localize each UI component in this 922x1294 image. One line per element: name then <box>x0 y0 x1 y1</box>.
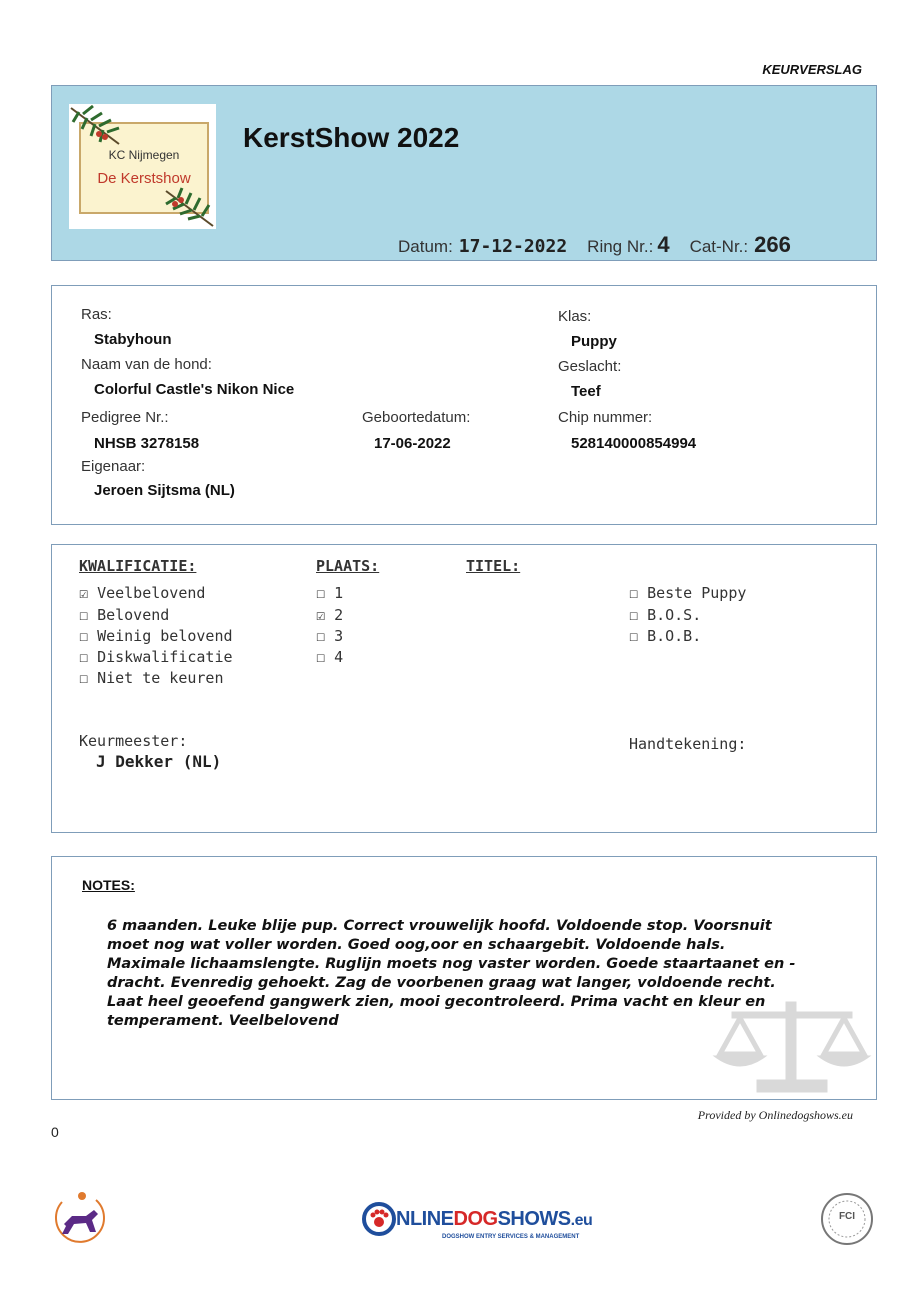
dog-name-label: Naam van de hond: <box>81 356 212 373</box>
page-number: 0 <box>51 1124 59 1140</box>
qualification-option[interactable] <box>79 606 169 624</box>
club-logo <box>69 104 216 229</box>
title-option[interactable] <box>629 627 701 645</box>
placement-heading: PLAATS: <box>316 557 380 575</box>
ring-value: 4 <box>657 232 670 257</box>
checkbox-icon[interactable]: ☐ <box>79 627 89 645</box>
fci-text: FCI <box>838 1211 856 1222</box>
birthdate-label: Geboortedatum: <box>362 409 471 426</box>
title-heading: TITEL: <box>466 557 521 575</box>
checkbox-icon[interactable]: ☐ <box>316 648 326 666</box>
notes-line: Laat heel geoefend gangwerk zien, mooi gecontroleerd. Prima vacht en kleur en <box>107 994 766 1010</box>
pedigree-label: Pedigree Nr.: <box>81 409 169 426</box>
notes-heading: NOTES: <box>82 877 135 893</box>
judge-name: J Dekker (NL) <box>96 752 222 771</box>
onlinedogshows-logo <box>362 1200 593 1250</box>
placement-option[interactable] <box>316 584 343 602</box>
logo-show-name: De Kerstshow <box>97 170 191 187</box>
document-type: KEURVERSLAG <box>762 62 862 77</box>
qualification-option[interactable] <box>79 648 233 666</box>
checkbox-icon[interactable]: ☐ <box>629 606 639 624</box>
option-label: B.O.B. <box>647 627 702 645</box>
checkbox-checked-icon[interactable]: ☑ <box>79 584 89 602</box>
class-label: Klas: <box>558 308 592 325</box>
date-value: 17-12-2022 <box>458 236 568 257</box>
option-label: Weinig belovend <box>97 627 233 645</box>
option-label: Diskwalificatie <box>97 648 233 666</box>
checkbox-icon[interactable]: ☐ <box>79 669 89 687</box>
checkbox-checked-icon[interactable]: ☑ <box>316 606 326 624</box>
placement-option[interactable] <box>316 627 343 645</box>
option-label: Belovend <box>97 606 170 624</box>
notes-line: temperament. Veelbelovend <box>107 1013 339 1029</box>
checkbox-icon[interactable]: ☐ <box>629 627 639 645</box>
fci-logo <box>820 1192 874 1246</box>
dog-info-panel <box>51 285 877 525</box>
option-label: Beste Puppy <box>647 584 747 602</box>
qualification-heading: KWALIFICATIE: <box>79 557 197 575</box>
checkbox-icon[interactable]: ☐ <box>79 606 89 624</box>
cat-value: 266 <box>754 232 791 257</box>
title-option[interactable] <box>629 606 701 624</box>
cat-label: Cat-Nr.: <box>689 237 749 256</box>
title-option[interactable] <box>629 584 746 602</box>
sex-value: Teef <box>571 383 601 400</box>
option-label: 2 <box>334 606 344 624</box>
show-meta <box>398 232 791 258</box>
provided-by: Provided by Onlinedogshows.eu <box>697 1108 853 1122</box>
date-label: Datum: <box>398 237 453 256</box>
notes-line: moet nog wat voller worden. Goed oog,oor en schaargebit. Voldoende hals. <box>107 937 726 953</box>
show-title: KerstShow 2022 <box>243 122 460 153</box>
chip-value: 528140000854994 <box>571 435 697 452</box>
option-label: 1 <box>334 584 344 602</box>
breed-value: Stabyhoun <box>94 331 172 348</box>
notes-body <box>107 917 797 1031</box>
logo-club-name: KC Nijmegen <box>108 148 180 162</box>
judge-label: Keurmeester: <box>79 732 188 750</box>
checkbox-icon[interactable]: ☐ <box>316 584 326 602</box>
signature-label: Handtekening: <box>629 735 747 753</box>
logo-tagline: DOGSHOW ENTRY SERVICES & MANAGEMENT <box>442 1234 580 1240</box>
paw-icon <box>362 1202 396 1236</box>
ring-label: Ring Nr.: <box>587 237 654 256</box>
notes-line: 6 maanden. Leuke blije pup. Correct vrouwelijk hoofd. Voldoende stop. Voorsnuit <box>107 918 772 934</box>
chip-label: Chip nummer: <box>558 409 653 426</box>
show-header <box>51 85 877 261</box>
qualification-option[interactable] <box>79 669 224 687</box>
qualification-option[interactable] <box>79 584 205 602</box>
option-label: 4 <box>334 648 344 666</box>
placement-option[interactable] <box>316 648 343 666</box>
owner-label: Eigenaar: <box>81 458 146 475</box>
logo-wordmark: NLINEDOGSHOWS.eu <box>396 1208 593 1230</box>
checkbox-icon[interactable]: ☐ <box>316 627 326 645</box>
notes-line: dracht. Evenredig gehoekt. Zag de voorbenen graag wat langer, voldoende recht. <box>107 975 776 991</box>
pine-branch-icon <box>161 186 216 229</box>
dog-name-value: Colorful Castle's Nikon Nice <box>94 381 295 398</box>
qualification-option[interactable] <box>79 627 233 645</box>
pine-branch-icon <box>69 104 129 154</box>
birthdate-value: 17-06-2022 <box>374 435 451 452</box>
sex-label: Geslacht: <box>558 358 622 375</box>
checkbox-icon[interactable]: ☐ <box>629 584 639 602</box>
pedigree-value: NHSB 3278158 <box>94 435 200 452</box>
class-value: Puppy <box>571 333 617 350</box>
notes-panel <box>51 856 877 1100</box>
notes-line: Maximale lichaamslengte. Ruglijn moets nog vaster worden. Goede staartaanet en - <box>107 956 796 972</box>
option-label: Veelbelovend <box>97 584 206 602</box>
judging-panel <box>51 544 877 833</box>
option-label: 3 <box>334 627 344 645</box>
owner-value: Jeroen Sijtsma (NL) <box>94 482 235 499</box>
option-label: B.O.S. <box>647 606 702 624</box>
option-label: Niet te keuren <box>97 669 224 687</box>
dog-agility-logo-icon <box>52 1190 107 1245</box>
checkbox-icon[interactable]: ☐ <box>79 648 89 666</box>
breed-label: Ras: <box>81 306 112 323</box>
placement-option[interactable] <box>316 606 343 624</box>
